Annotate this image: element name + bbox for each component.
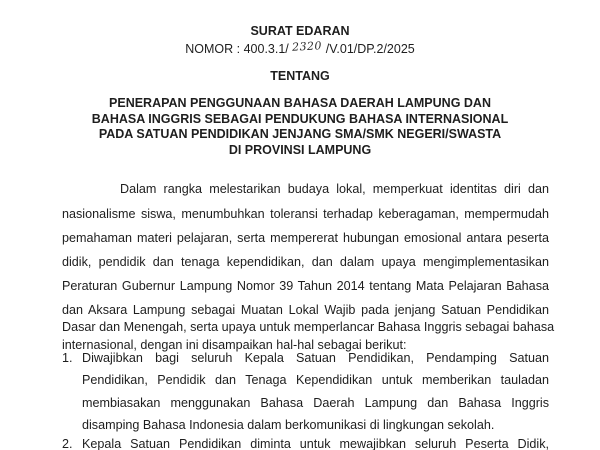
tentang-heading: TENTANG bbox=[270, 69, 330, 83]
list-item-number: 1. bbox=[62, 351, 73, 365]
document-number bbox=[0, 39, 600, 56]
paragraph-line: dan Aksara Lampung sebagai Muatan Lokal Wajib pada jenjang Satuan Pendidikan bbox=[62, 303, 549, 317]
list-item-line: Diwajibkan bagi seluruh Kepala Satuan Pendidikan, Pendamping Satuan bbox=[82, 351, 549, 365]
list-item-line: disamping Bahasa Indonesia dalam berkomunikasi di lingkungan sekolah. bbox=[82, 418, 495, 432]
document-title: SURAT EDARAN bbox=[250, 24, 350, 38]
list-item-line: Kepala Satuan Pendidikan diminta untuk mewajibkan seluruh Peserta Didik, bbox=[82, 437, 549, 450]
subject-line: BAHASA INGGRIS SEBAGAI PENDUKUNG BAHASA INTERNASIONAL bbox=[91, 111, 509, 126]
paragraph-line: internasional, dengan ini disampaikan hal-hal sebagai berikut: bbox=[62, 338, 407, 352]
paragraph-line: nasionalisme siswa, menumbuhkan toleransi terhadap keberagaman, mempermudah bbox=[62, 207, 549, 221]
document-number-handwritten: 2320 bbox=[291, 39, 323, 54]
paragraph-line: Peraturan Gubernur Lampung Nomor 39 Tahun 2014 tentang Mata Pelajaran Bahasa bbox=[62, 279, 549, 293]
list-item-line: membiasakan menggunakan Bahasa Daerah Lampung dan Bahasa Inggris bbox=[82, 396, 549, 410]
subject-line: PADA SATUAN PENDIDIKAN JENJANG SMA/SMK NEGERI/SWASTA bbox=[98, 127, 502, 142]
paragraph-line: Dalam rangka melestarikan budaya lokal, memperkuat identitas diri dan bbox=[120, 182, 549, 196]
paragraph-line: didik, pendidik dan tenaga kependidikan, dan dalam upaya mengimplementasikan bbox=[62, 255, 549, 269]
document-number-prefix: NOMOR : 400.3.1/ bbox=[185, 42, 289, 56]
subject-line: DI PROVINSI LAMPUNG bbox=[228, 143, 372, 158]
paragraph-line: pemahaman materi pelajaran, serta mempererat hubungan emosional antara peserta bbox=[62, 231, 549, 245]
document-subject bbox=[0, 96, 600, 159]
subject-line: PENERAPAN PENGGUNAAN BAHASA DAERAH LAMPUNG DAN bbox=[109, 96, 491, 110]
list-item-number: 2. bbox=[62, 437, 73, 450]
paragraph-line: Dasar dan Menengah, serta upaya untuk memperlancar Bahasa Inggris sebagai bahasa bbox=[62, 320, 555, 334]
list-item-line: Pendidikan, Pendidik dan Tenaga Kependidikan untuk memberikan tauladan bbox=[82, 373, 549, 387]
document-number-suffix: /V.01/DP.2/2025 bbox=[325, 42, 415, 56]
